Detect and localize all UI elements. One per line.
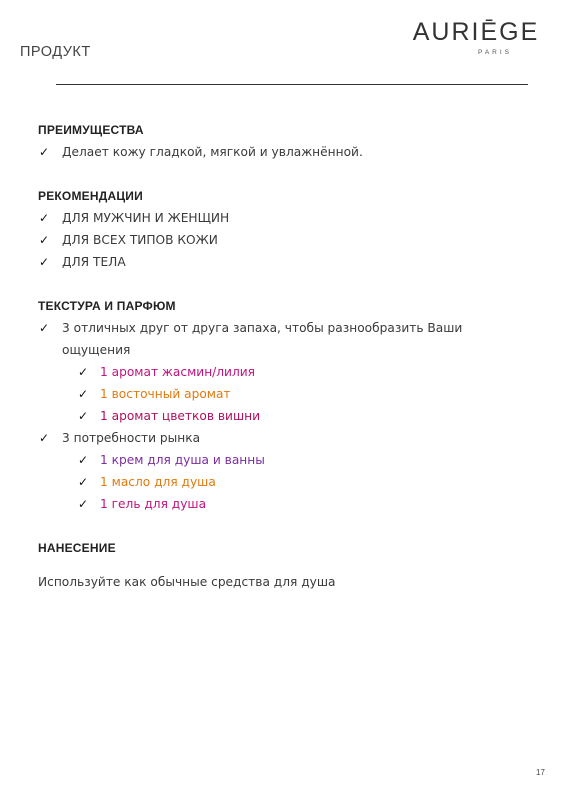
- texture-heading: ТЕКСТУРА И ПАРФЮМ: [38, 299, 176, 313]
- need-item: [38, 471, 538, 493]
- recommendations-heading: РЕКОМЕНДАЦИИ: [38, 189, 143, 203]
- list-item: [38, 251, 538, 273]
- content: [38, 119, 538, 593]
- logo-subtitle: PARIS: [477, 49, 513, 56]
- checkmark-icon: ✓: [39, 431, 50, 445]
- page-title: ПРОДУКТ: [20, 44, 91, 60]
- need-cream: 1 крем для душа и ванны: [100, 453, 265, 467]
- checkmark-icon: ✓: [78, 365, 89, 379]
- page-number: 17: [536, 768, 545, 777]
- checkmark-icon: ✓: [39, 321, 50, 335]
- checkmark-icon: ✓: [78, 387, 89, 401]
- checkmark-icon: ✓: [39, 233, 50, 247]
- scent-jasmine-lily: 1 аромат жасмин/лилия: [100, 365, 256, 379]
- scent-cherry-blossom: 1 аромат цветков вишни: [100, 409, 261, 423]
- need-item: [38, 449, 538, 471]
- checkmark-icon: ✓: [39, 211, 50, 225]
- list-item: [38, 141, 538, 163]
- checkmark-icon: ✓: [78, 475, 89, 489]
- need-gel: 1 гель для душа: [100, 497, 207, 511]
- checkmark-icon: ✓: [39, 255, 50, 269]
- need-oil: 1 масло для душа: [100, 475, 216, 489]
- header-divider: [56, 84, 528, 85]
- list-item-text: 3 отличных друг от друга запаха, чтобы разнообразить Ваши: [62, 321, 463, 335]
- list-item: [38, 317, 538, 361]
- list-item: [38, 427, 538, 449]
- checkmark-icon: ✓: [78, 453, 89, 467]
- scent-item: [38, 405, 538, 427]
- application-heading: НАНЕСЕНИЕ: [38, 541, 116, 555]
- need-item: [38, 493, 538, 515]
- scent-oriental: 1 восточный аромат: [100, 387, 231, 401]
- list-item-text: ДЛЯ МУЖЧИН И ЖЕНЩИН: [62, 211, 230, 225]
- scent-item: [38, 383, 538, 405]
- list-item: [38, 207, 538, 229]
- logo-wordmark: AURIĒGE: [412, 18, 540, 46]
- list-item-text: ДЛЯ ВСЕХ ТИПОВ КОЖИ: [62, 233, 218, 247]
- checkmark-icon: ✓: [78, 409, 89, 423]
- checkmark-icon: ✓: [39, 145, 50, 159]
- list-item-text-continued: ощущения: [62, 343, 131, 357]
- checkmark-icon: ✓: [78, 497, 89, 511]
- scent-item: [38, 361, 538, 383]
- list-item: [38, 229, 538, 251]
- list-item-text: 3 потребности рынка: [62, 431, 201, 445]
- list-item-text: ДЛЯ ТЕЛА: [62, 255, 126, 269]
- list-item-text: Делает кожу гладкой, мягкой и увлажнённой.: [62, 145, 363, 159]
- application-text: Используйте как обычные средства для душа: [38, 575, 336, 589]
- brand-logo: [404, 18, 548, 56]
- advantages-heading: ПРЕИМУЩЕСТВА: [38, 123, 144, 137]
